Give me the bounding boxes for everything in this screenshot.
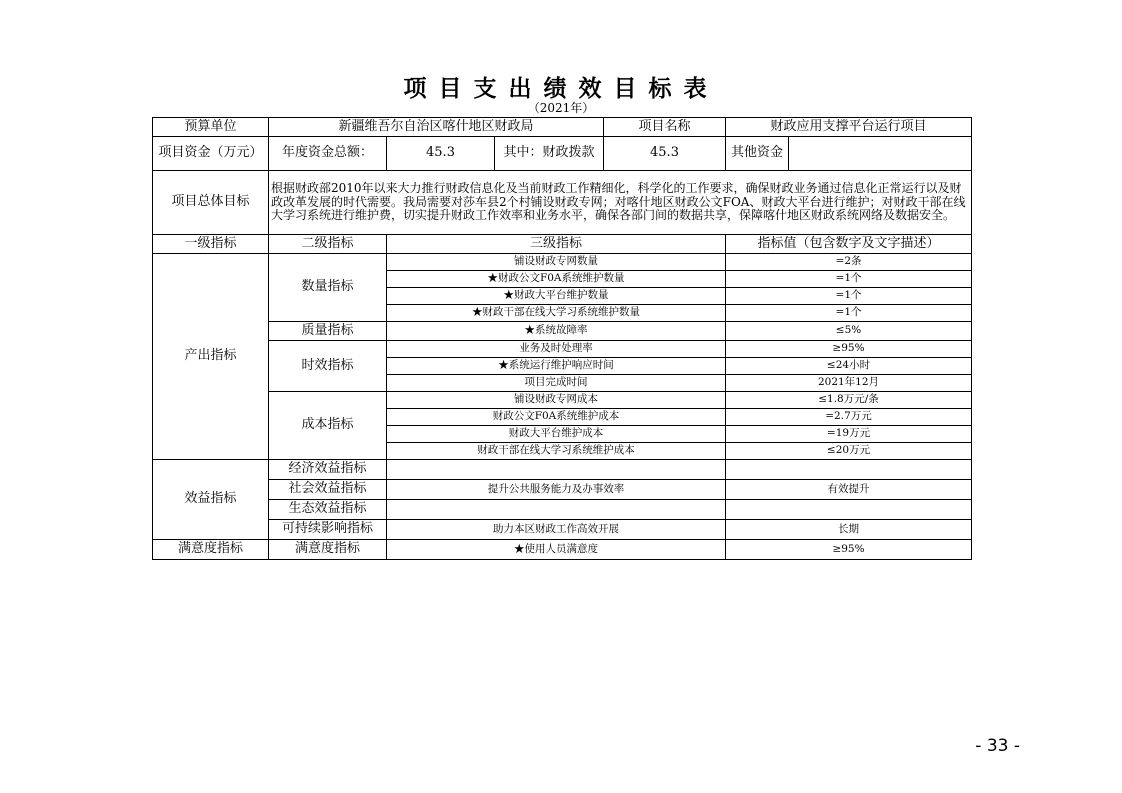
- indicator-name: ★系统故障率: [387, 322, 726, 341]
- indicator-name: ★财政干部在线大学习系统维护数量: [387, 305, 726, 322]
- other-funds-value: [789, 137, 972, 171]
- indicator-name: 铺设财政专网数量: [387, 254, 726, 271]
- indicator-name: ★使用人员满意度: [387, 540, 726, 560]
- indicator-value: ≥95%: [726, 341, 972, 358]
- annual-total-label: 年度资金总额：: [269, 137, 387, 171]
- indicator-value: 2021年12月: [726, 375, 972, 392]
- indicator-value: ≥95%: [726, 540, 972, 560]
- satisfaction-sub-label: 满意度指标: [269, 540, 387, 560]
- fiscal-allocation-value: 45.3: [604, 137, 726, 171]
- annual-total-value: 45.3: [387, 137, 495, 171]
- indicator-value: =2.7万元: [726, 409, 972, 426]
- quantity-indicator-label: 数量指标: [269, 254, 387, 322]
- benefit-indicator-label: 效益指标: [153, 460, 269, 540]
- project-name-value: 财政应用支撑平台运行项目: [726, 118, 972, 137]
- budget-unit-value: 新疆维吾尔自治区喀什地区财政局: [269, 118, 604, 137]
- indicator-name: 业务及时处理率: [387, 341, 726, 358]
- funds-label: 项目资金（万元）: [153, 137, 269, 171]
- cost-indicator-label: 成本指标: [269, 392, 387, 460]
- indicator-name: ★财政大平台维护数量: [387, 288, 726, 305]
- indicator-value: 有效提升: [726, 480, 972, 500]
- indicator-value: ≤5%: [726, 322, 972, 341]
- performance-goal-table: [152, 117, 972, 560]
- page-title: 项目支出绩效目标表: [403, 76, 719, 102]
- indicator-value: =1个: [726, 288, 972, 305]
- output-indicator-label: 产出指标: [153, 254, 269, 460]
- column-header-level2: 二级指标: [269, 235, 387, 254]
- indicator-value: =1个: [726, 271, 972, 288]
- indicator-name: 提升公共服务能力及办事效率: [387, 480, 726, 500]
- overall-goal-label: 项目总体目标: [153, 171, 269, 235]
- indicator-value: ≤20万元: [726, 443, 972, 460]
- indicator-name: 财政公文F0A系统维护成本: [387, 409, 726, 426]
- column-header-level3: 三级指标: [387, 235, 726, 254]
- timeliness-indicator-label: 时效指标: [269, 341, 387, 392]
- indicator-value: ≤1.8万元/条: [726, 392, 972, 409]
- indicator-value: =2条: [726, 254, 972, 271]
- page-number: - 33 -: [975, 736, 1020, 756]
- indicator-name: ★财政公文F0A系统维护数量: [387, 271, 726, 288]
- page-subtitle-year: （2021年）: [527, 101, 595, 115]
- quality-indicator-label: 质量指标: [269, 322, 387, 341]
- indicator-name: [387, 460, 726, 480]
- indicator-name: 项目完成时间: [387, 375, 726, 392]
- indicator-name: 铺设财政专网成本: [387, 392, 726, 409]
- other-funds-label: 其他资金: [726, 137, 789, 171]
- indicator-value: ≤24小时: [726, 358, 972, 375]
- indicator-value: [726, 500, 972, 520]
- indicator-name: 助力本区财政工作高效开展: [387, 520, 726, 540]
- indicator-name: [387, 500, 726, 520]
- indicator-value: =19万元: [726, 426, 972, 443]
- indicator-name: 财政大平台维护成本: [387, 426, 726, 443]
- indicator-name: ★系统运行维护响应时间: [387, 358, 726, 375]
- satisfaction-indicator-label: 满意度指标: [153, 540, 269, 560]
- column-header-value: 指标值（包含数字及文字描述）: [726, 235, 972, 254]
- project-name-label: 项目名称: [604, 118, 726, 137]
- fiscal-allocation-label: 其中：财政拨款: [495, 137, 604, 171]
- economic-benefit-label: 经济效益指标: [269, 460, 387, 480]
- indicator-value: =1个: [726, 305, 972, 322]
- indicator-name: 财政干部在线大学习系统维护成本: [387, 443, 726, 460]
- ecological-benefit-label: 生态效益指标: [269, 500, 387, 520]
- overall-goal-text: 根据财政部2010年以来大力推行财政信息化及当前财政工作精细化，科学化的工作要求，确保财政业务通过信息化正常运行以及财政改革发展的时代需要。我局需要对莎车县2个村铺设财政专网；对喀什地区财政公文FOA、财政大平台进行维护；对财政干部在线大学习系统进行维护费，切实提升财政工作效率和业务水平，确保各部门间的数据共享，保障喀什地区财政系统网络及数据安全。: [269, 171, 972, 235]
- budget-unit-label: 预算单位: [153, 118, 269, 137]
- indicator-value: [726, 460, 972, 480]
- column-header-level1: 一级指标: [153, 235, 269, 254]
- sustainable-impact-label: 可持续影响指标: [269, 520, 387, 540]
- social-benefit-label: 社会效益指标: [269, 480, 387, 500]
- indicator-value: 长期: [726, 520, 972, 540]
